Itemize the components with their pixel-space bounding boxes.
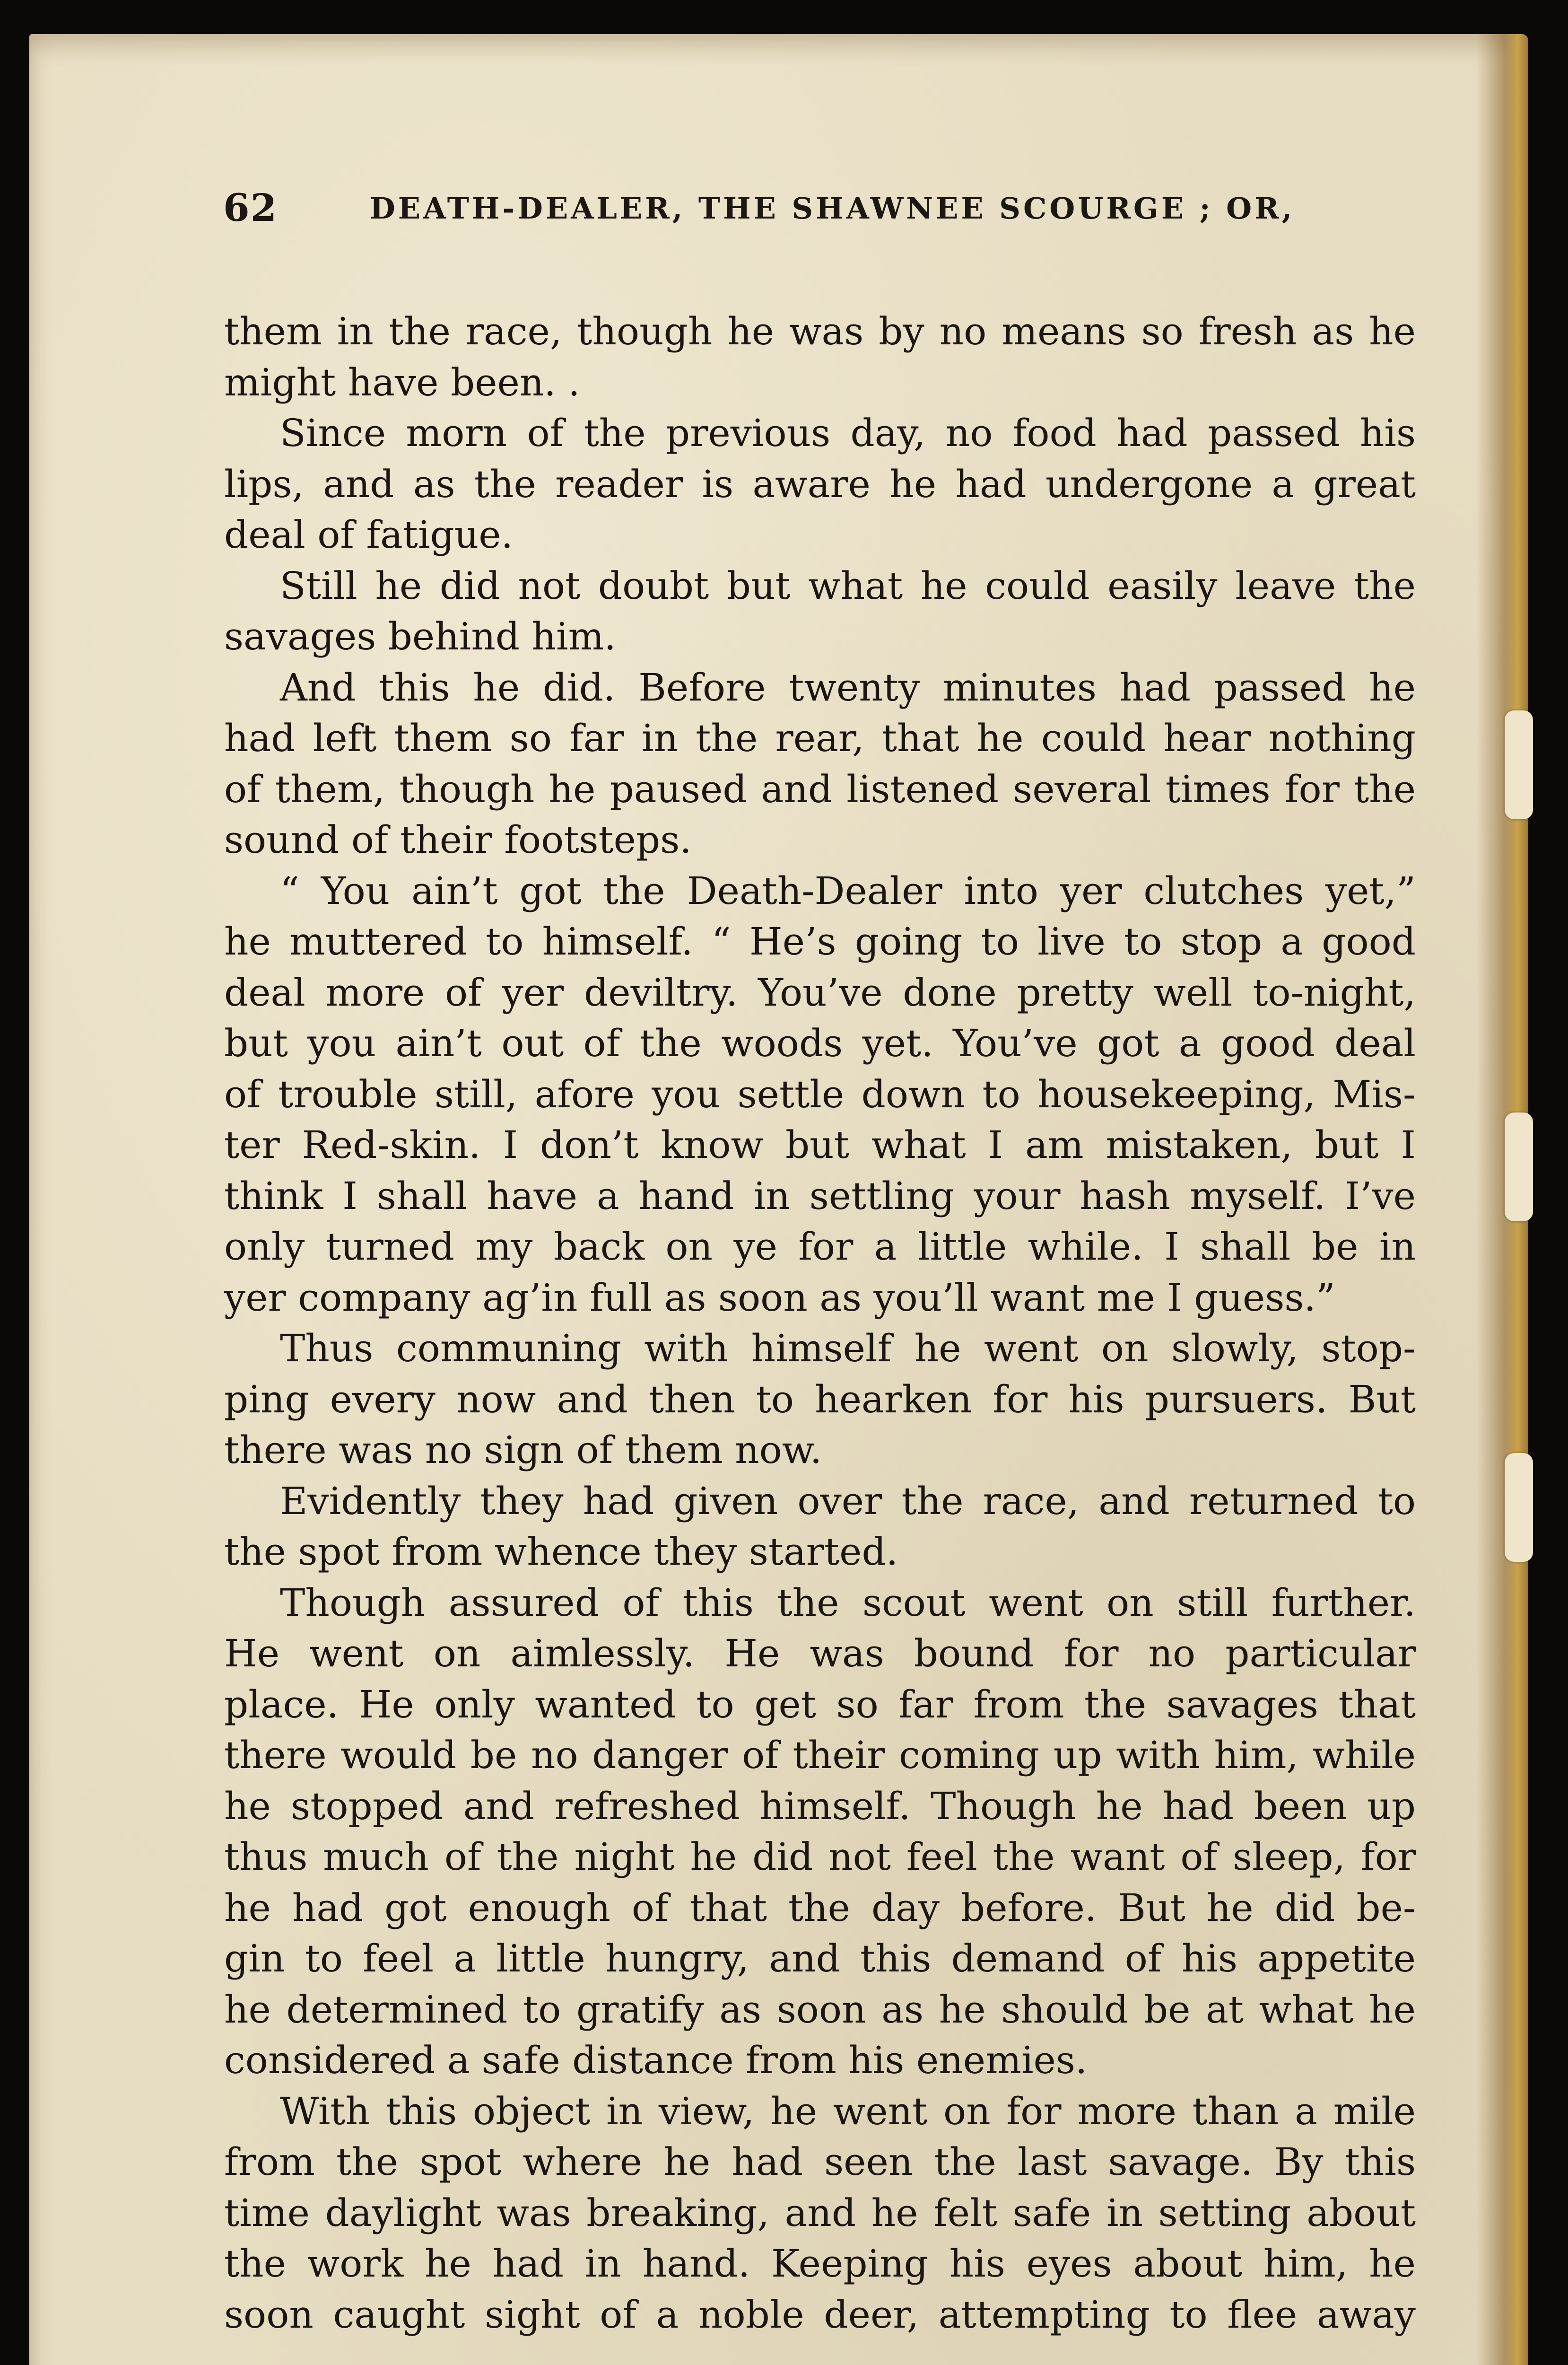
binding-tab-lower — [1505, 1453, 1533, 1562]
text-line: the spot from whence they started. — [224, 1530, 898, 1574]
text-line: from the spot where he had seen the last savage. By this — [224, 2140, 1416, 2184]
text-line: there would be no danger of their coming up with him, while — [224, 1733, 1416, 1777]
text-line: of trouble still, afore you settle down to housekeeping, Mis- — [224, 1072, 1416, 1116]
text-line: considered a safe distance from his enemies. — [224, 2038, 1088, 2082]
text-line: Still he did not doubt but what he could easily leave the — [280, 563, 1416, 608]
text-line: thus much of the night he did not feel the want of sleep, for — [224, 1835, 1416, 1879]
text-line: “ You ain’t got the Death-Dealer into yer clutches yet,” — [280, 868, 1416, 913]
text-line: he stopped and refreshed himself. Though he had been up — [224, 1784, 1416, 1828]
text-line: Thus communing with himself he went on slowly, stop- — [280, 1326, 1416, 1370]
text-line: He went on aimlessly. He was bound for no particular — [224, 1631, 1416, 1675]
text-line: Evidently they had given over the race, and returned to — [280, 1479, 1416, 1523]
text-line: gin to feel a little hungry, and this demand of his appetite — [224, 1936, 1416, 1980]
text-line: he had got enough of that the day before. But he did be- — [224, 1885, 1416, 1930]
text-line: he muttered to himself. “ He’s going to live to stop a good — [224, 920, 1416, 964]
running-title: DEATH-DEALER, THE SHAWNEE SCOURGE ; OR, — [370, 191, 1295, 226]
text-line: only turned my back on ye for a little while. I shall be in — [224, 1225, 1416, 1269]
text-line: them in the race, though he was by no means so fresh as he — [224, 309, 1416, 353]
text-line: yer company ag’in full as soon as you’ll want me I guess.” — [224, 1275, 1335, 1320]
text-line: deal more of yer deviltry. You’ve done pretty well to-night, — [224, 970, 1416, 1015]
text-line: think I shall have a hand in settling your hash myself. I’ve — [224, 1174, 1416, 1218]
text-line: Since morn of the previous day, no food had passed his — [280, 411, 1416, 455]
text-line: there was no sign of them now. — [224, 1428, 822, 1472]
body-text — [224, 306, 1416, 2340]
text-line: place. He only wanted to get so far from the savages that — [224, 1682, 1416, 1726]
text-line: savages behind him. — [224, 614, 616, 658]
text-line: had left them so far in the rear, that he could hear nothing — [224, 716, 1416, 760]
text-line: of them, though he paused and listened several times for the — [224, 767, 1416, 811]
text-line: ter Red-skin. I don’t know but what I am mistaken, but I — [224, 1123, 1416, 1167]
text-line: Though assured of this the scout went on still further. — [280, 1580, 1416, 1625]
page-number: 62 — [223, 185, 278, 230]
text-line: sound of their footsteps. — [224, 818, 692, 862]
text-line: soon caught sight of a noble deer, attempting to flee away — [224, 2292, 1416, 2337]
text-line: the work he had in hand. Keeping his eyes about him, he — [224, 2242, 1416, 2286]
text-line: ping every now and then to hearken for his pursuers. But — [224, 1377, 1416, 1421]
binding-tab-middle — [1505, 1112, 1533, 1221]
book-page — [29, 34, 1528, 2365]
binding-tab-top — [1505, 710, 1533, 819]
text-line: And this he did. Before twenty minutes had passed he — [280, 665, 1416, 710]
text-line: With this object in view, he went on for more than a mile — [280, 2089, 1416, 2133]
text-line: deal of fatigue. — [224, 513, 514, 557]
text-line: lips, and as the reader is aware he had undergone a great — [224, 462, 1416, 506]
text-line: but you ain’t out of the woods yet. You’ve got a good deal — [224, 1021, 1416, 1065]
text-line: time daylight was breaking, and he felt safe in setting about — [224, 2190, 1416, 2235]
running-header — [185, 185, 1443, 242]
text-line: he determined to gratify as soon as he should be at what he — [224, 1987, 1416, 2032]
text-line: might have been. . — [224, 360, 580, 404]
